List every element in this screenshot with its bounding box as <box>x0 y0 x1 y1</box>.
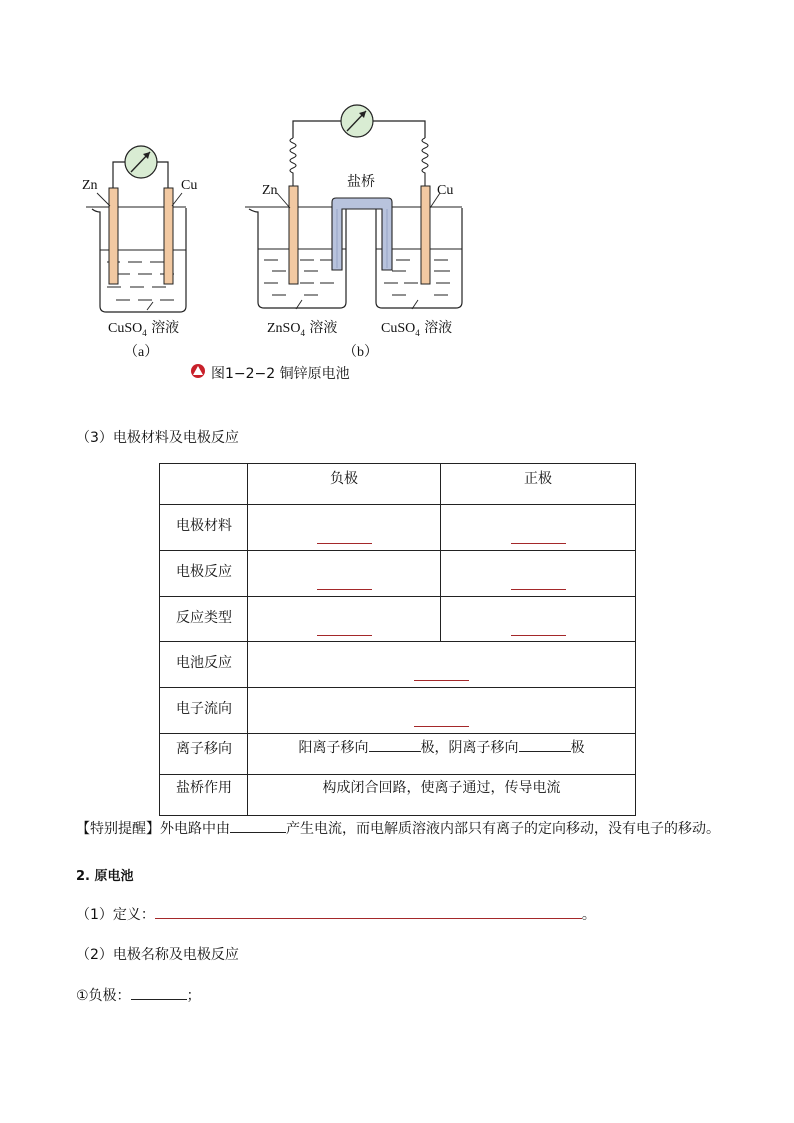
row-label: 电池反应 <box>176 655 232 671</box>
blank-positive-material[interactable] <box>511 529 566 544</box>
caption-b: （b） <box>343 345 378 360</box>
cell-b <box>245 105 462 309</box>
row-label: 反应类型 <box>176 610 232 626</box>
zinc-electrode-b <box>289 186 298 284</box>
figure-caption: 图1−2−2 铜锌原电池 <box>211 366 350 382</box>
label-salt-bridge: 盐桥 <box>347 174 375 190</box>
col-positive: 正极 <box>524 471 552 487</box>
blank-tip[interactable] <box>230 818 286 833</box>
table-row <box>160 688 636 734</box>
salt-bridge-role-text: 构成闭合回路，使离子通过，传导电流 <box>322 780 561 796</box>
copper-electrode-b <box>421 186 430 284</box>
row-label: 离子移向 <box>176 741 232 757</box>
negative-line: ①负极： ； <box>76 985 201 1005</box>
blank-positive-reaction[interactable] <box>511 575 566 590</box>
caption-a: （a） <box>124 345 159 360</box>
blank-negative-material[interactable] <box>317 529 372 544</box>
blank-positive-type[interactable] <box>511 621 566 636</box>
label-solution-b-right: CuSO$_4$ 溶液 <box>381 320 453 338</box>
salt-bridge <box>332 198 392 270</box>
table-row <box>160 642 636 688</box>
row-label: 盐桥作用 <box>176 780 232 796</box>
table-row <box>160 505 636 551</box>
blank-anion-direction[interactable] <box>519 737 571 752</box>
row-label: 电子流向 <box>176 701 232 717</box>
section-galvanic-cell-title: 2. 原电池 <box>76 869 134 884</box>
zinc-electrode-a <box>109 188 118 284</box>
blank-definition[interactable] <box>155 904 582 919</box>
blank-negative-electrode[interactable] <box>131 985 187 1000</box>
special-tip: 【特别提醒】外电路中由 产生电流，而电解质溶液内部只有离子的定向移动，没有电子的移动。 <box>76 818 720 838</box>
section-3-title: （3）电极材料及电极反应 <box>76 430 239 446</box>
table-row <box>160 551 636 597</box>
table-row <box>160 734 636 775</box>
copper-zinc-cell-figure <box>0 0 794 400</box>
ion-migration-text: 阳离子移向 极，阴离子移向 极 <box>248 734 635 757</box>
label-solution-b-left: ZnSO$_4$ 溶液 <box>267 320 338 338</box>
col-negative: 负极 <box>330 471 358 487</box>
definition-line: （1）定义： 。 <box>76 904 596 924</box>
blank-negative-type[interactable] <box>317 621 372 636</box>
table-row <box>160 597 636 642</box>
label-cu-a: Cu <box>181 178 198 193</box>
label-zn-b: Zn <box>262 183 278 198</box>
row-label: 电极材料 <box>176 518 232 534</box>
electrodes-title: （2）电极名称及电极反应 <box>76 947 239 963</box>
blank-cell-reaction[interactable] <box>414 666 469 681</box>
cell-a <box>86 146 186 312</box>
label-zn-a: Zn <box>82 178 98 193</box>
label-cu-b: Cu <box>437 183 454 198</box>
blank-electron-flow[interactable] <box>414 712 469 727</box>
table-row <box>160 775 636 816</box>
electrode-table <box>159 463 636 816</box>
label-solution-a: CuSO$_4$ 溶液 <box>108 320 180 338</box>
blank-cation-direction[interactable] <box>369 737 421 752</box>
copper-electrode-a <box>164 188 173 284</box>
table-header-row <box>160 464 636 505</box>
caption-warning-icon <box>191 364 205 378</box>
blank-negative-reaction[interactable] <box>317 575 372 590</box>
row-label: 电极反应 <box>176 564 232 580</box>
